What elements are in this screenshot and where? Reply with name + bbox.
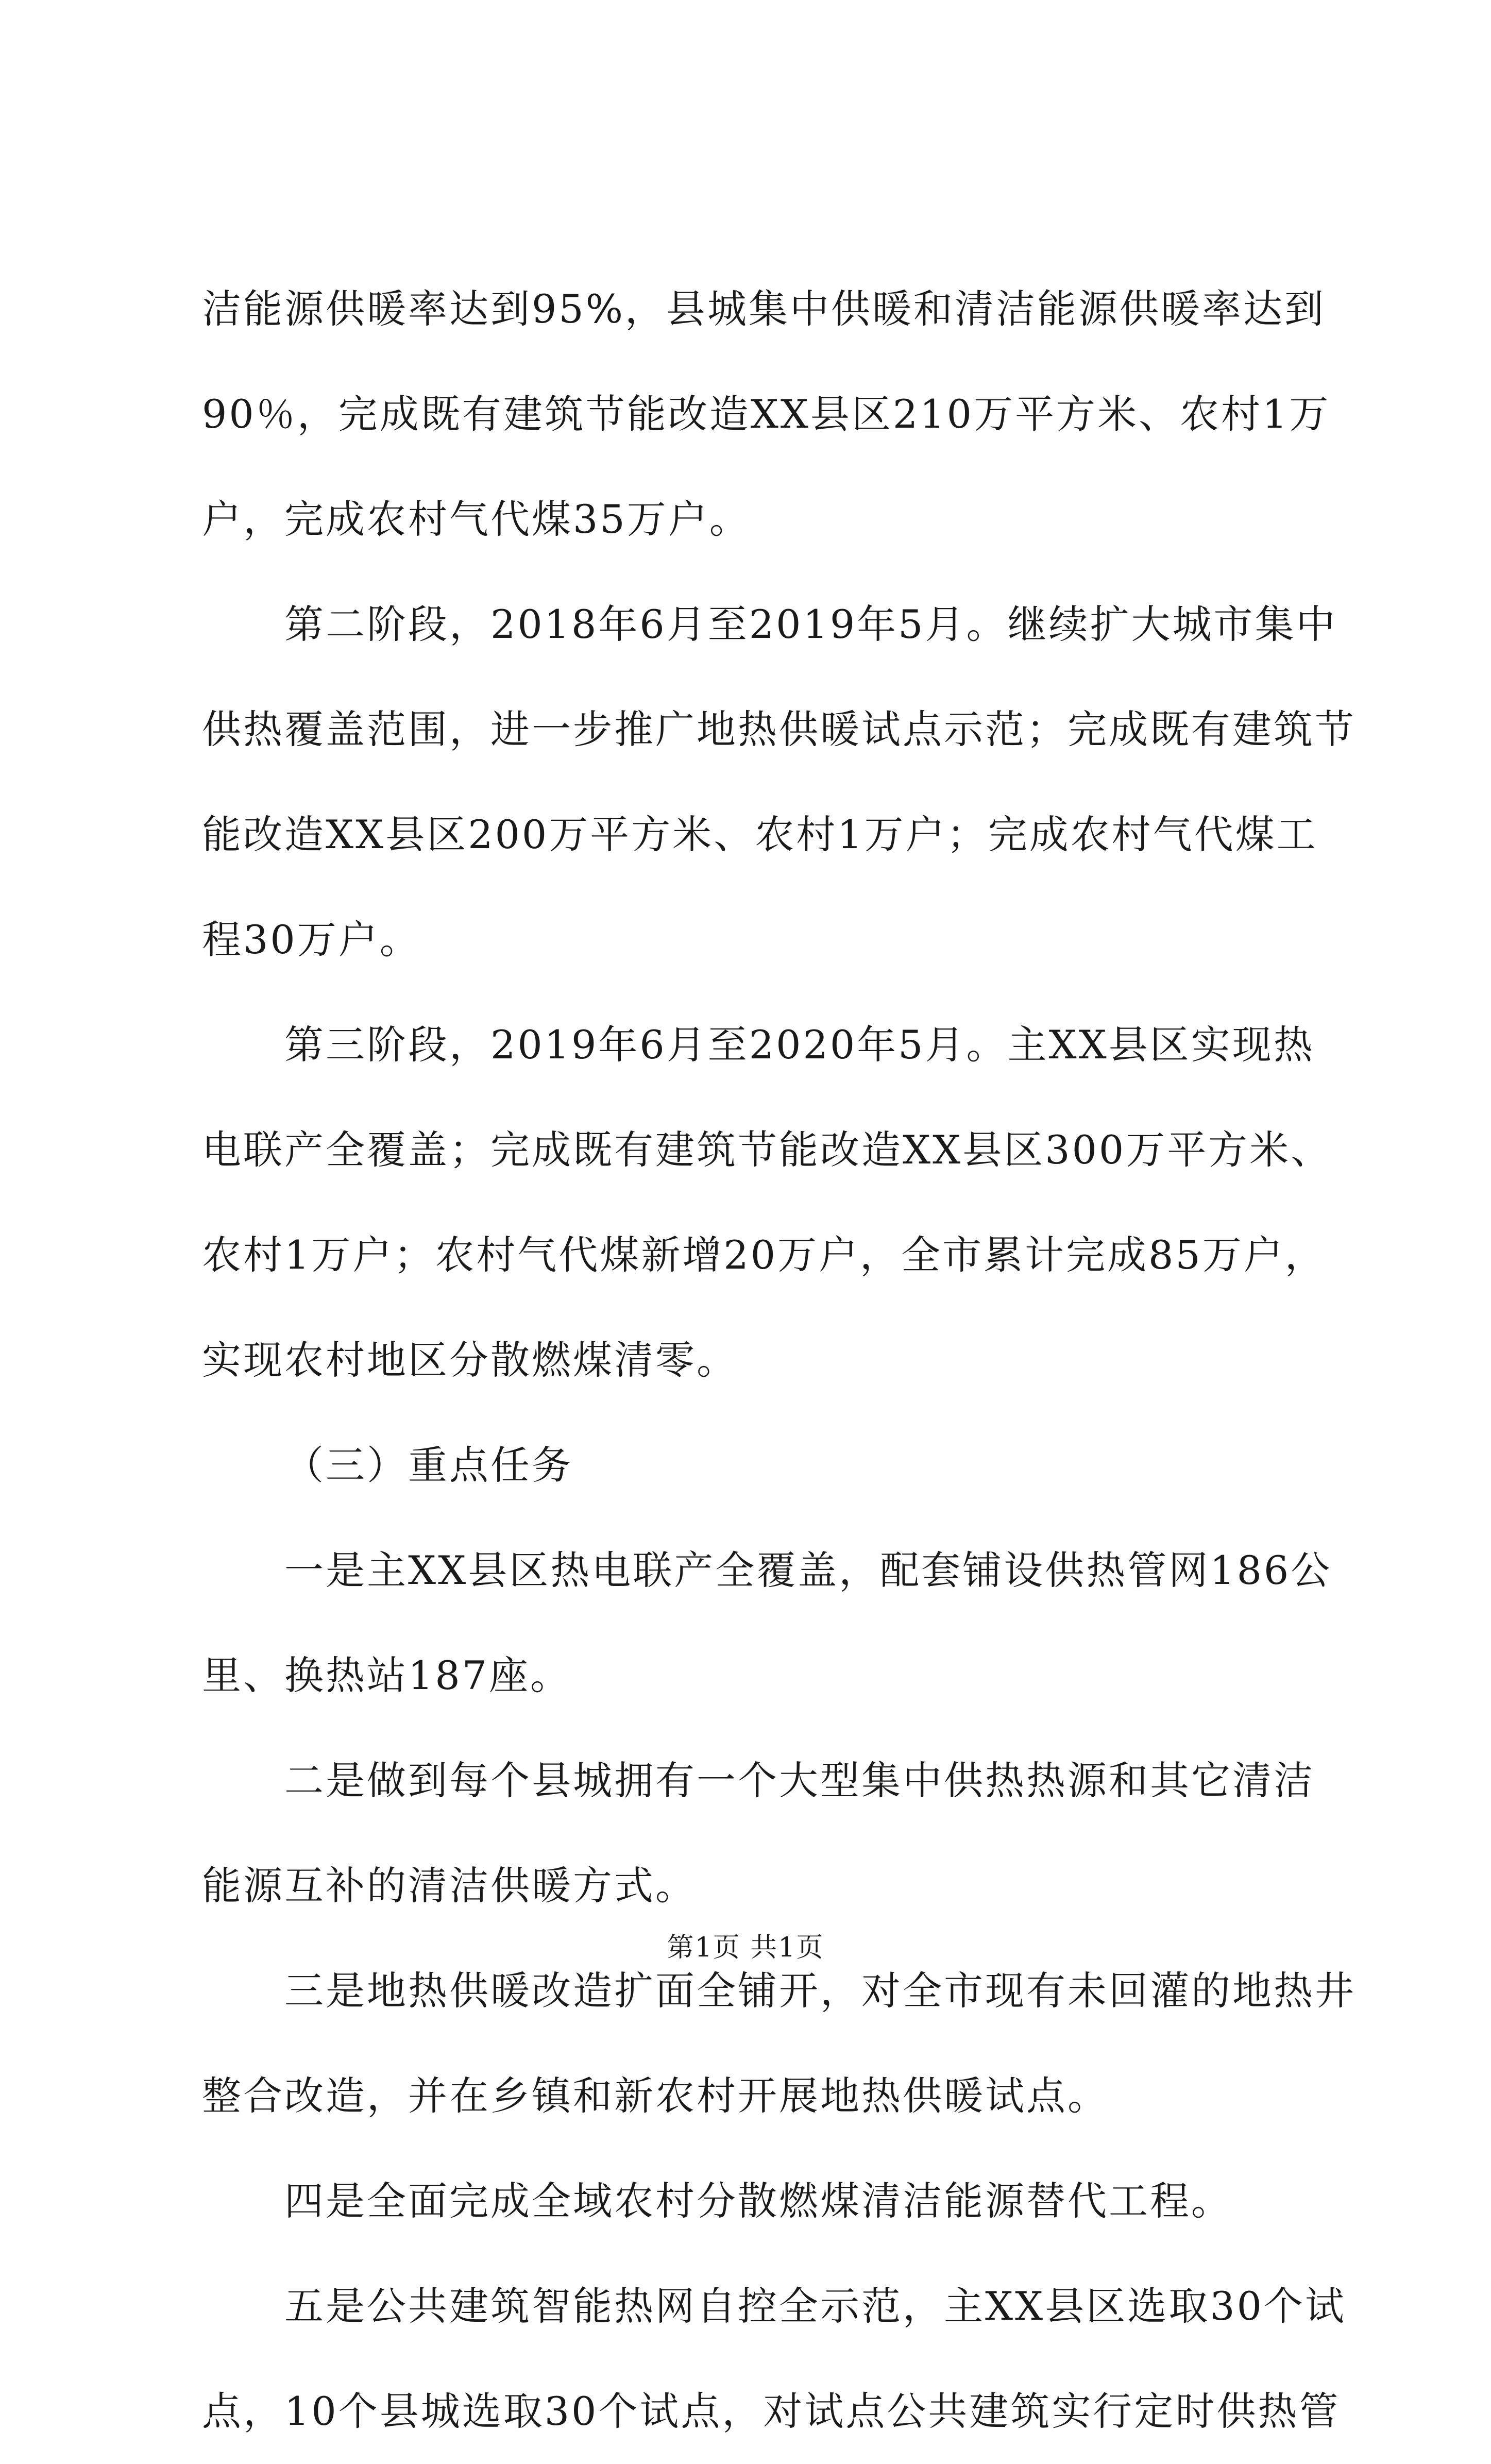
body-text [202,257,1356,2464]
text-line: 一是主XX县区热电联产全覆盖，配套铺设供热管网186公 [284,1547,1332,1593]
text-line: 洁能源供暖率达到95%，县城集中供暖和清洁能源供暖率达到 [202,286,1326,332]
text-line: 农村1万户；农村气代煤新增20万户，全市累计完成85万户， [202,1232,1326,1278]
text-line: 四是全面完成全域农村分散燃煤清洁能源替代工程。 [284,2178,1232,2224]
text-line: 实现农村地区分散燃煤清零。 [202,1337,738,1383]
text-line: 电联产全覆盖；完成既有建筑节能改造XX县区300万平方米、 [202,1127,1332,1173]
text-line: 二是做到每个县城拥有一个大型集中供热热源和其它清洁 [284,1758,1315,1803]
text-line: （三）重点任务 [284,1442,573,1488]
text-line: 第三阶段，2019年6月至2020年5月。主XX县区实现热 [284,1022,1315,1068]
text-line: 里、换热站187座。 [202,1652,572,1698]
page-footer: 第1页 共1页 [667,1932,824,1963]
text-line: 第二阶段，2018年6月至2019年5月。继续扩大城市集中 [284,601,1337,647]
text-line: 五是公共建筑智能热网自控全示范，主XX县区选取30个试 [284,2283,1346,2329]
text-line: 整合改造，并在乡镇和新农村开展地热供暖试点。 [202,2073,1109,2119]
text-line: 户，完成农村气代煤35万户。 [202,496,751,542]
text-line: 程30万户。 [202,917,421,963]
text-line: 90％，完成既有建筑节能改造XX县区210万平方米、农村1万 [202,391,1331,437]
text-line: 供热覆盖范围，进一步推广地热供暖试点示范；完成既有建筑节 [202,706,1356,752]
text-line: 点，10个县城选取30个试点，对试点公共建筑实行定时供热管 [202,2388,1341,2434]
text-line: 三是地热供暖改造扩面全铺开，对全市现有未回灌的地热井 [284,1968,1356,2014]
text-line: 能改造XX县区200万平方米、农村1万户；完成农村气代煤工 [202,812,1318,857]
text-line: 能源互补的清洁供暖方式。 [202,1863,697,1909]
